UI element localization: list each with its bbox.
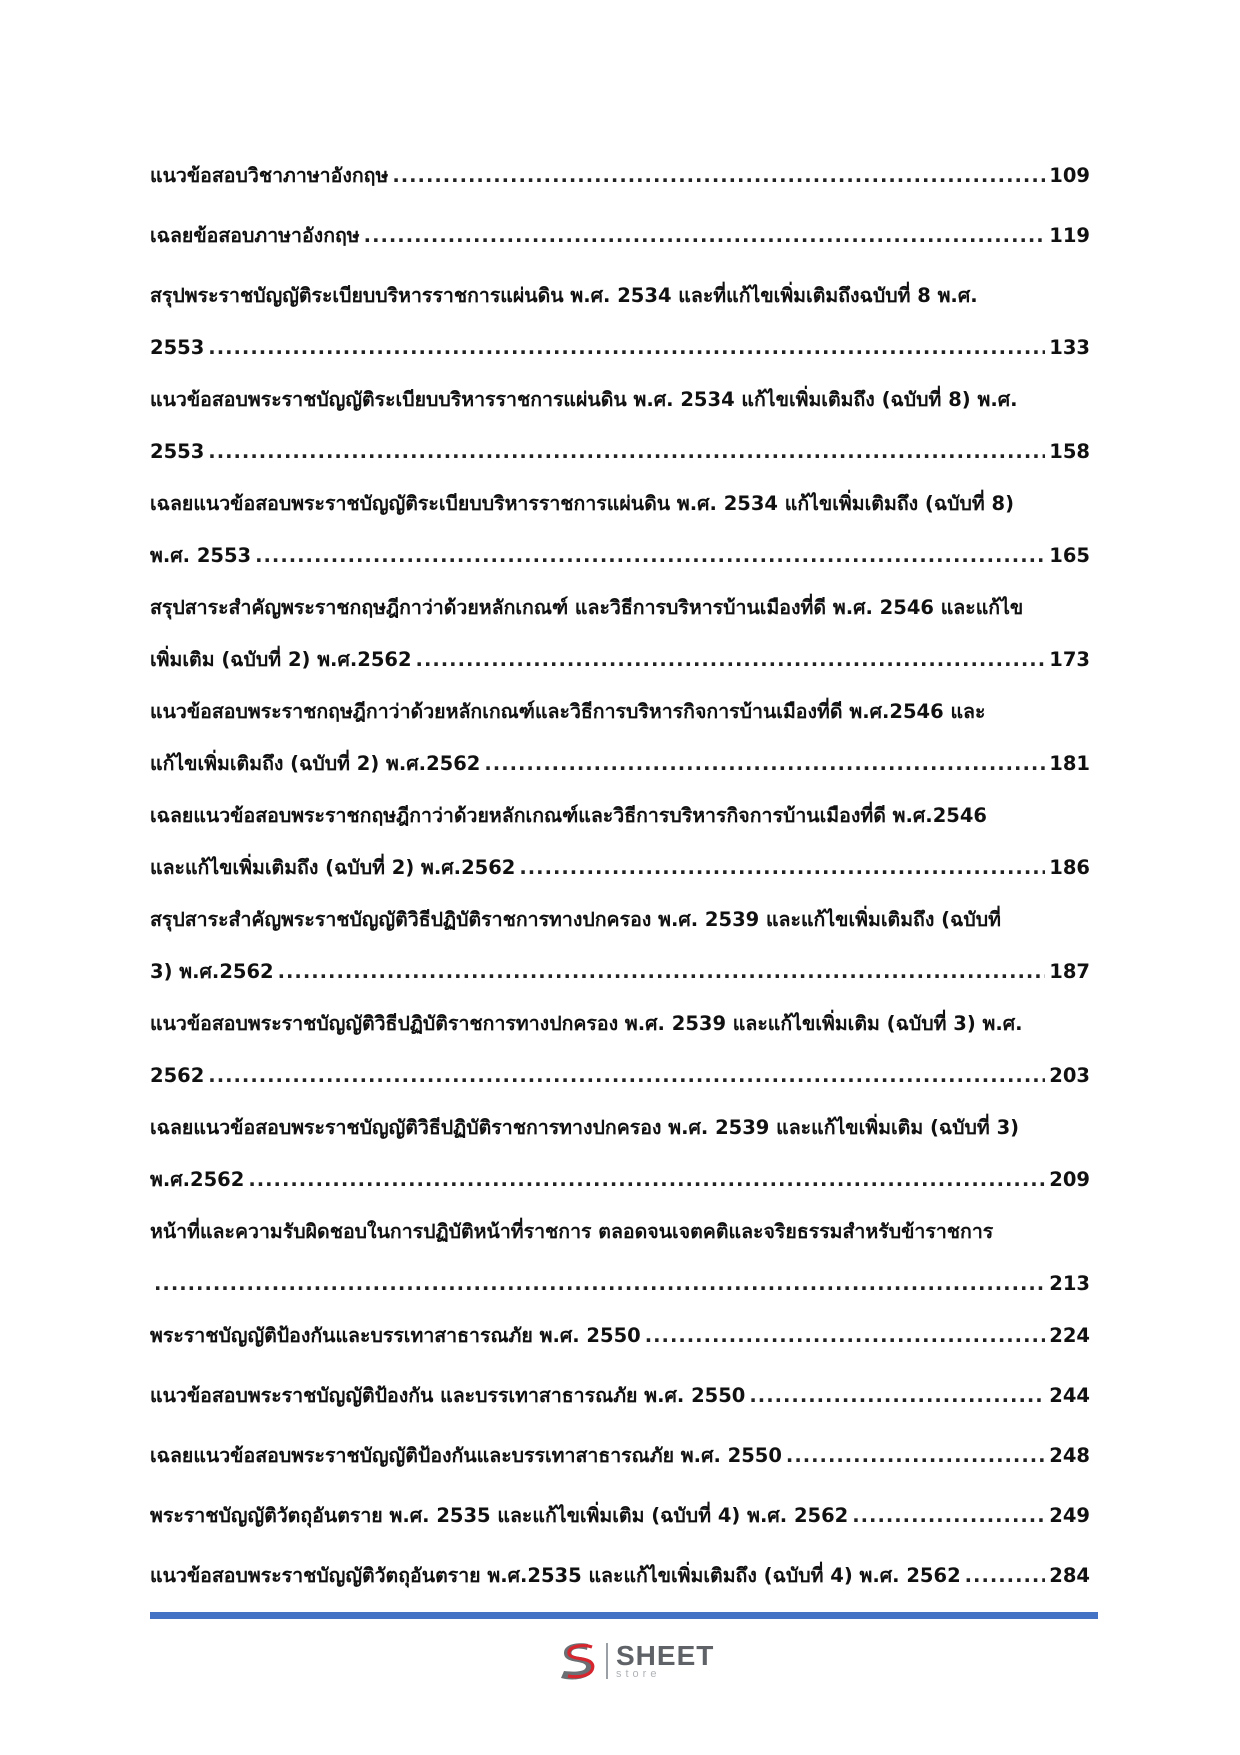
toc-entry [150, 582, 1090, 686]
logo-subword: store [616, 1668, 661, 1680]
dot-leader [852, 1490, 1045, 1542]
toc-entry-title-line: แนวข้อสอบพระราชบัญญัติวิธีปฏิบัติราชการทางปกครอง พ.ศ. 2539 และแก้ไขเพิ่มเติม (ฉบับที่ 3) พ.ศ. [150, 1012, 1023, 1035]
toc-entry-title-line: เพิ่มเติม (ฉบับที่ 2) พ.ศ.2562 [150, 648, 412, 671]
toc-entry [150, 478, 1090, 582]
toc-entry [150, 150, 1090, 202]
dot-leader [786, 1430, 1045, 1482]
toc-entry [150, 894, 1090, 998]
toc-entry-title-line: พ.ศ.2562 [150, 1168, 245, 1191]
toc-spacer [150, 1362, 1090, 1370]
toc-spacer [150, 1602, 1090, 1610]
toc-entry-last-line [150, 1310, 1090, 1362]
toc-page-number: 186 [1049, 856, 1090, 879]
toc-page-number: 209 [1049, 1168, 1090, 1191]
toc-entry [150, 1370, 1090, 1422]
dot-leader [416, 634, 1046, 686]
toc-entry-title-line: 2553 [150, 336, 205, 359]
toc-page-number: 181 [1049, 752, 1090, 775]
toc-entry-title-line: และแก้ไขเพิ่มเติมถึง (ฉบับที่ 2) พ.ศ.2562 [150, 856, 516, 879]
toc-page-number: 203 [1049, 1064, 1090, 1087]
toc-spacer [150, 1422, 1090, 1430]
toc-entry [150, 210, 1090, 262]
toc-page-number: 158 [1049, 440, 1090, 463]
toc-entry-last-line [150, 946, 1090, 998]
logo-separator [606, 1643, 608, 1679]
toc-page-number: 187 [1049, 960, 1090, 983]
toc-page-number: 249 [1049, 1504, 1090, 1527]
toc-entry-title-line: เฉลยแนวข้อสอบพระราชบัญญัติระเบียบบริหารราชการแผ่นดิน พ.ศ. 2534 แก้ไขเพิ่มเติมถึง (ฉบับที่ 8) [150, 492, 1015, 515]
footer-divider [150, 1612, 1098, 1619]
toc-entry [150, 1430, 1090, 1482]
toc-entry-title-line: แนวข้อสอบวิชาภาษาอังกฤษ [150, 164, 389, 187]
toc-entry-last-line [150, 634, 1090, 686]
toc-entry-title-line: เฉลยแนวข้อสอบพระราชบัญญัติป้องกันและบรรเทาสาธารณภัย พ.ศ. 2550 [150, 1444, 782, 1467]
toc-page-number: 224 [1049, 1324, 1090, 1347]
table-of-contents [150, 150, 1090, 1610]
toc-page-number: 109 [1049, 164, 1090, 187]
toc-entry [150, 790, 1090, 894]
dot-leader [484, 738, 1045, 790]
toc-entry-title-line: แนวข้อสอบพระราชกฤษฎีกาว่าด้วยหลักเกณฑ์และวิธีการบริหารกิจการบ้านเมืองที่ดี พ.ศ.2546 และ [150, 700, 986, 723]
toc-entry-title-line: แนวข้อสอบพระราชบัญญัติป้องกัน และบรรเทาสาธารณภัย พ.ศ. 2550 [150, 1384, 746, 1407]
toc-entry-last-line [150, 1430, 1090, 1482]
toc-spacer [150, 262, 1090, 270]
dot-leader [208, 1050, 1045, 1102]
toc-entry-last-line [150, 842, 1090, 894]
toc-entry [150, 1490, 1090, 1542]
toc-entry-title-line: พระราชบัญญัติวัตถุอันตราย พ.ศ. 2535 และแก้ไขเพิ่มเติม (ฉบับที่ 4) พ.ศ. 2562 [150, 1504, 849, 1527]
toc-entry-title-line: เฉลยแนวข้อสอบพระราชกฤษฎีกาว่าด้วยหลักเกณฑ์และวิธีการบริหารกิจการบ้านเมืองที่ดี พ.ศ.2546 [150, 804, 987, 827]
toc-entry-last-line [150, 1370, 1090, 1422]
toc-entry-title-line: แก้ไขเพิ่มเติมถึง (ฉบับที่ 2) พ.ศ.2562 [150, 752, 481, 775]
toc-entry-title-line: สรุปสาระสำคัญพระราชบัญญัติวิธีปฏิบัติราชการทางปกครอง พ.ศ. 2539 และแก้ไขเพิ่มเติมถึง (ฉบับที่ [150, 908, 1001, 931]
toc-entry-title-line: สรุปพระราชบัญญัติระเบียบบริหารราชการแผ่นดิน พ.ศ. 2534 และที่แก้ไขเพิ่มเติมถึงฉบับที่ 8 พ.ศ. [150, 284, 978, 307]
toc-entry-last-line [150, 1154, 1090, 1206]
toc-entry-title-line: พ.ศ. 2553 [150, 544, 252, 567]
toc-entry-title-line: 2553 [150, 440, 205, 463]
toc-entry [150, 1310, 1090, 1362]
toc-entry-last-line [150, 1550, 1090, 1602]
dot-leader [749, 1370, 1045, 1422]
logo-wordmark [616, 1642, 714, 1680]
toc-entry-title-line: เฉลยแนวข้อสอบพระราชบัญญัติวิธีปฏิบัติราชการทางปกครอง พ.ศ. 2539 และแก้ไขเพิ่มเติม (ฉบับที่ 3) [150, 1116, 1020, 1139]
sheet-store-logo [554, 1637, 714, 1685]
toc-entry-last-line [150, 1050, 1090, 1102]
dot-leader [208, 426, 1045, 478]
toc-entry-title-line: แนวข้อสอบพระราชบัญญัติระเบียบบริหารราชการแผ่นดิน พ.ศ. 2534 แก้ไขเพิ่มเติมถึง (ฉบับที่ 8) พ.ศ. [150, 388, 1018, 411]
toc-entry-title-line: 3) พ.ศ.2562 [150, 960, 274, 983]
toc-entry [150, 374, 1090, 478]
toc-entry-title-line: พระราชบัญญัติป้องกันและบรรเทาสาธารณภัย พ.ศ. 2550 [150, 1324, 641, 1347]
dot-leader [519, 842, 1045, 894]
toc-page-number: 284 [1049, 1564, 1090, 1587]
toc-spacer [150, 1482, 1090, 1490]
toc-entry [150, 686, 1090, 790]
toc-entry-last-line [150, 210, 1090, 262]
toc-entry [150, 270, 1090, 374]
toc-entry-last-line [150, 322, 1090, 374]
toc-entry-last-line [150, 530, 1090, 582]
toc-page-number: 133 [1049, 336, 1090, 359]
dot-leader [248, 1154, 1045, 1206]
toc-spacer [150, 1542, 1090, 1550]
toc-page-number: 165 [1049, 544, 1090, 567]
toc-entry-title-line: สรุปสาระสำคัญพระราชกฤษฎีกาว่าด้วยหลักเกณฑ์ และวิธีการบริหารบ้านเมืองที่ดี พ.ศ. 2546 และแก้ไข [150, 596, 1024, 619]
toc-entry [150, 1206, 1090, 1310]
toc-page-number: 244 [1049, 1384, 1090, 1407]
toc-entry [150, 1550, 1090, 1602]
toc-entry-last-line [150, 1258, 1090, 1310]
toc-entry [150, 1102, 1090, 1206]
toc-entry-title-line: เฉลยข้อสอบภาษาอังกฤษ [150, 224, 360, 247]
toc-entry-last-line [150, 150, 1090, 202]
toc-spacer [150, 202, 1090, 210]
toc-entry [150, 998, 1090, 1102]
dot-leader [255, 530, 1045, 582]
dot-leader [392, 150, 1045, 202]
dot-leader [208, 322, 1045, 374]
toc-entry-last-line [150, 426, 1090, 478]
toc-page-number: 119 [1049, 224, 1090, 247]
toc-entry-title-line: แนวข้อสอบพระราชบัญญัติวัตถุอันตราย พ.ศ.2535 และแก้ไขเพิ่มเติมถึง (ฉบับที่ 4) พ.ศ. 2562 [150, 1564, 961, 1587]
toc-entry-last-line [150, 1490, 1090, 1542]
dot-leader [154, 1258, 1045, 1310]
dot-leader [278, 946, 1046, 998]
dot-leader [965, 1550, 1046, 1602]
logo-word: SHEET [616, 1640, 715, 1671]
toc-page-number: 173 [1049, 648, 1090, 671]
toc-page-number: 248 [1049, 1444, 1090, 1467]
toc-entry-title-line: หน้าที่และความรับผิดชอบในการปฏิบัติหน้าที่ราชการ ตลอดจนเจตคติและจริยธรรมสำหรับข้าราชการ [150, 1220, 994, 1243]
sheet-store-s-icon [554, 1638, 600, 1684]
toc-entry-last-line [150, 738, 1090, 790]
toc-entry-title-line: 2562 [150, 1064, 205, 1087]
dot-leader [364, 210, 1046, 262]
toc-page-number: 213 [1049, 1272, 1090, 1295]
dot-leader [645, 1310, 1046, 1362]
